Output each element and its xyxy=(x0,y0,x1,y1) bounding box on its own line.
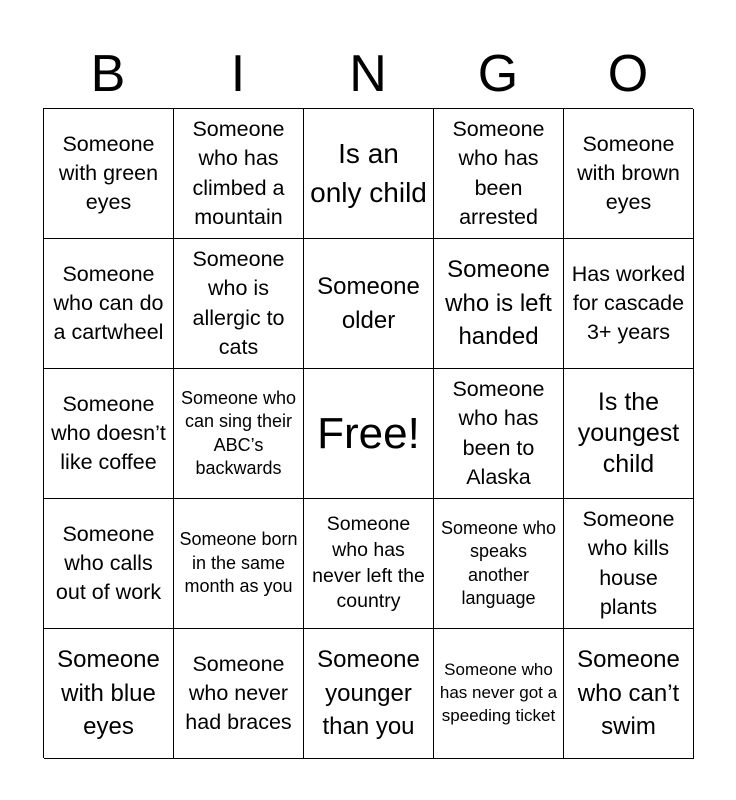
bingo-cell[interactable] xyxy=(44,629,174,759)
header-letter-o: O xyxy=(607,45,649,103)
bingo-cell-text: Someone who speaks another language xyxy=(440,517,557,608)
bingo-cell[interactable] xyxy=(564,369,694,499)
bingo-cell-text: Someone who can’t swim xyxy=(577,646,680,741)
bingo-cell-text: Someone who has never got a speeding ticket xyxy=(439,660,558,725)
bingo-cell[interactable] xyxy=(44,499,174,629)
bingo-cell[interactable] xyxy=(44,369,174,499)
free-space-cell[interactable] xyxy=(304,369,434,499)
bingo-cell[interactable] xyxy=(174,369,304,499)
bingo-cell[interactable] xyxy=(304,499,434,629)
bingo-cell[interactable] xyxy=(174,109,304,239)
bingo-cell-text: Someone who has climbed a mountain xyxy=(192,117,285,229)
bingo-cell-text: Someone who has never left the country xyxy=(312,512,425,613)
bingo-cell-text: Someone who kills house plants xyxy=(582,507,675,619)
bingo-cell-text: Has worked for cascade 3+ years xyxy=(571,261,686,344)
bingo-cell[interactable] xyxy=(434,629,564,759)
bingo-cell[interactable] xyxy=(174,499,304,629)
bingo-cell-text: Is the youngest child xyxy=(577,387,680,479)
bingo-cell[interactable] xyxy=(564,109,694,239)
bingo-cell-text: Someone older xyxy=(317,272,420,334)
bingo-cell-text: Someone who can do a cartwheel xyxy=(53,261,164,344)
bingo-cell-text: Someone who doesn’t like coffee xyxy=(51,391,166,474)
bingo-cell[interactable] xyxy=(304,109,434,239)
bingo-cell-text: Someone with blue eyes xyxy=(57,646,160,741)
bingo-cell-text: Someone who never had braces xyxy=(185,651,292,734)
bingo-cell-text: Is an only child xyxy=(310,137,427,208)
header-letter-n: N xyxy=(349,45,387,103)
bingo-board xyxy=(43,108,693,758)
bingo-cell-text: Someone with green eyes xyxy=(58,131,159,214)
bingo-cell[interactable] xyxy=(304,239,434,369)
bingo-cell[interactable] xyxy=(44,239,174,369)
header-letter-i: I xyxy=(230,45,246,103)
bingo-cell-text: Someone who can sing their ABC’s backwards xyxy=(180,387,297,478)
bingo-cell[interactable] xyxy=(434,369,564,499)
bingo-cell[interactable] xyxy=(564,239,694,369)
header-letter-b: B xyxy=(90,45,126,103)
bingo-cell-text: Someone who is left handed xyxy=(445,256,552,351)
bingo-cell-text: Someone born in the same month as you xyxy=(179,529,298,597)
bingo-cell-text: Someone with brown eyes xyxy=(577,131,680,214)
bingo-cell[interactable] xyxy=(564,499,694,629)
free-space-text: Free! xyxy=(317,408,420,458)
bingo-cell[interactable] xyxy=(434,239,564,369)
bingo-cell-text: Someone who is allergic to cats xyxy=(192,247,285,359)
bingo-cell-text: Someone who has been arrested xyxy=(452,117,545,229)
bingo-cell[interactable] xyxy=(304,629,434,759)
bingo-cell[interactable] xyxy=(174,629,304,759)
bingo-cell-text: Someone who has been to Alaska xyxy=(452,377,545,489)
bingo-cell[interactable] xyxy=(434,499,564,629)
bingo-cell[interactable] xyxy=(174,239,304,369)
bingo-cell-text: Someone who calls out of work xyxy=(55,521,162,604)
bingo-cell-text: Someone younger than you xyxy=(317,646,420,741)
bingo-cell[interactable] xyxy=(434,109,564,239)
header-letter-g: G xyxy=(477,45,519,103)
bingo-header xyxy=(43,40,693,108)
bingo-cell[interactable] xyxy=(564,629,694,759)
bingo-cell[interactable] xyxy=(44,109,174,239)
